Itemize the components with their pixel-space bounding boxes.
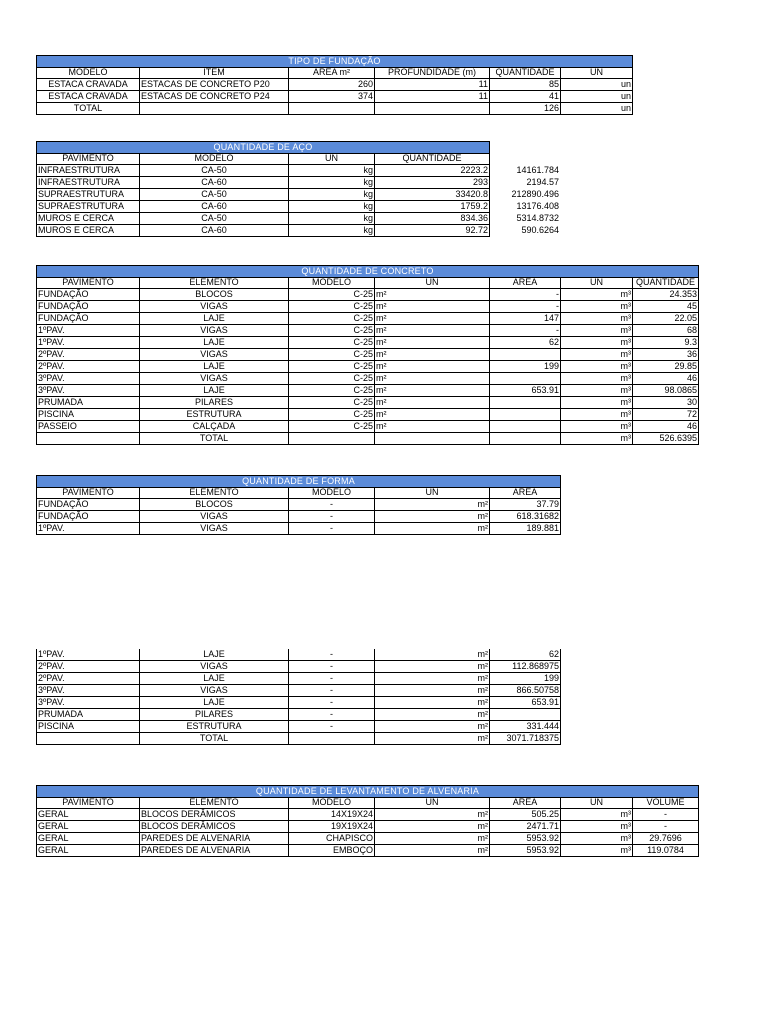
concreto-cell: m² (375, 373, 490, 385)
forma_cont-cell: m² (375, 733, 490, 745)
forma_cont-cell: m² (375, 649, 490, 661)
concreto-cell: 22.05 (633, 313, 699, 325)
concreto-header-4: ÁREA (490, 277, 561, 289)
concreto-cell: LAJE (140, 313, 289, 325)
forma_cont-cell: - (289, 721, 375, 733)
concreto-cell: m² (375, 337, 490, 349)
forma_cont-cell: 62 (490, 649, 561, 661)
forma_cont-cell: 3ºPAV. (36, 697, 140, 709)
forma_cont-cell: LAJE (140, 697, 289, 709)
forma_cont-cell: 199 (490, 673, 561, 685)
alvenaria-cell: - (633, 821, 699, 833)
concreto-cell: m² (375, 421, 490, 433)
forma_cont-cell (36, 733, 140, 745)
alvenaria-cell: GERAL (36, 821, 140, 833)
forma_cont-cell: 2ºPAV. (36, 661, 140, 673)
concreto-cell: PASSEIO (36, 421, 140, 433)
concreto-cell: 3ºPAV. (36, 385, 140, 397)
concreto-header-3: UN (375, 277, 490, 289)
concreto-cell: LAJE (140, 361, 289, 373)
concreto-cell: 62 (490, 337, 561, 349)
concreto-cell (490, 349, 561, 361)
concreto-cell: 526.6395 (633, 433, 699, 445)
concreto-cell: - (490, 289, 561, 301)
concreto-cell: 36 (633, 349, 699, 361)
alvenaria-header-5: UN (561, 797, 633, 809)
concreto-cell: m³ (561, 313, 633, 325)
alvenaria-cell: 119.0784 (633, 845, 699, 857)
forma-cell: - (289, 523, 375, 535)
alvenaria-cell: m² (375, 809, 490, 821)
concreto-cell: VIGAS (140, 301, 289, 313)
aco-extra-value: 5314.8732 (516, 213, 559, 223)
concreto-cell: 3ºPAV. (36, 373, 140, 385)
concreto-cell: 199 (490, 361, 561, 373)
aco-cell: 2223.2 (375, 165, 490, 177)
forma_cont-cell: LAJE (140, 673, 289, 685)
concreto-cell: m² (375, 289, 490, 301)
concreto-cell (490, 397, 561, 409)
alvenaria-cell: 19X19X24 (289, 821, 375, 833)
concreto-cell (490, 421, 561, 433)
aco-extra-value: 590.6264 (521, 225, 559, 235)
aco-header-1: MODELO (140, 153, 289, 165)
fundacao-cell: 126 (490, 103, 561, 115)
forma_cont-cell: 112.868975 (490, 661, 561, 673)
fundacao-header-1: ITEM (140, 67, 289, 79)
aco-extra-value: 2194.57 (526, 177, 559, 187)
alvenaria-cell: 14X19X24 (289, 809, 375, 821)
concreto-cell: FUNDAÇÃO (36, 301, 140, 313)
aco-header-2: UN (289, 153, 375, 165)
concreto-cell: TOTAL (140, 433, 289, 445)
aco-cell: INFRAESTRUTURA (36, 165, 140, 177)
fundacao-cell: un (561, 103, 633, 115)
concreto-cell: m³ (561, 409, 633, 421)
fundacao-header-0: MODELO (36, 67, 140, 79)
alvenaria-cell: m³ (561, 845, 633, 857)
forma_cont-cell: 2ºPAV. (36, 673, 140, 685)
alvenaria-cell: m³ (561, 821, 633, 833)
concreto-header-5: UN (561, 277, 633, 289)
concreto-header-2: MODELO (289, 277, 375, 289)
concreto-cell: C-25 (289, 337, 375, 349)
concreto-cell: C-25 (289, 349, 375, 361)
forma_cont-cell: LAJE (140, 649, 289, 661)
forma-cell: m² (375, 499, 490, 511)
forma_cont-cell: 3071.718375 (490, 733, 561, 745)
aco-cell: CA-50 (140, 165, 289, 177)
concreto-cell: m² (375, 409, 490, 421)
fundacao-cell: un (561, 91, 633, 103)
concreto-cell: m³ (561, 361, 633, 373)
aco-cell: INFRAESTRUTURA (36, 177, 140, 189)
concreto-cell: m³ (561, 337, 633, 349)
alvenaria-cell: BLOCOS DERÂMICOS (140, 809, 289, 821)
forma_cont-cell (289, 733, 375, 745)
forma_cont-cell (490, 709, 561, 721)
fundacao-cell: 85 (490, 79, 561, 91)
concreto-cell: 24.353 (633, 289, 699, 301)
fundacao-cell: ESTACAS DE CONCRETO P24 (140, 91, 289, 103)
forma-cell: 37.79 (490, 499, 561, 511)
concreto-cell: m³ (561, 373, 633, 385)
concreto-title: QUANTIDADE DE CONCRETO (36, 265, 699, 278)
concreto-cell: BLOCOS (140, 289, 289, 301)
concreto-cell: m² (375, 361, 490, 373)
concreto-cell: m³ (561, 433, 633, 445)
aco-cell: 33420.8 (375, 189, 490, 201)
concreto-cell (36, 433, 140, 445)
forma-cell: 1ºPAV. (36, 523, 140, 535)
concreto-cell: 2ºPAV. (36, 361, 140, 373)
alvenaria-cell: 505.25 (490, 809, 561, 821)
concreto-cell (289, 433, 375, 445)
fundacao-cell: ESTACA CRAVADA (36, 91, 140, 103)
forma_cont-cell: m² (375, 697, 490, 709)
forma-cell: FUNDAÇÃO (36, 511, 140, 523)
concreto-cell: 147 (490, 313, 561, 325)
concreto-cell: m³ (561, 421, 633, 433)
fundacao-cell: 41 (490, 91, 561, 103)
concreto-cell: C-25 (289, 325, 375, 337)
concreto-cell: m³ (561, 397, 633, 409)
concreto-cell: CALÇADA (140, 421, 289, 433)
concreto-cell: PISCINA (36, 409, 140, 421)
concreto-cell (490, 373, 561, 385)
alvenaria-cell: PAREDES DE ALVENARIA (140, 845, 289, 857)
alvenaria-cell: 5953.92 (490, 833, 561, 845)
alvenaria-cell: GERAL (36, 833, 140, 845)
alvenaria-header-0: PAVIMENTO (36, 797, 140, 809)
concreto-cell: C-25 (289, 289, 375, 301)
concreto-cell: C-25 (289, 421, 375, 433)
concreto-cell: m² (375, 385, 490, 397)
concreto-cell: VIGAS (140, 325, 289, 337)
aco-title: QUANTIDADE DE AÇO (36, 141, 490, 154)
concreto-cell: m² (375, 325, 490, 337)
forma-title: QUANTIDADE DE FORMA (36, 475, 561, 488)
concreto-cell: m³ (561, 301, 633, 313)
forma-cell: - (289, 511, 375, 523)
forma-cell: 618.31682 (490, 511, 561, 523)
forma-cell: - (289, 499, 375, 511)
concreto-cell: 46 (633, 421, 699, 433)
concreto-cell: 1ºPAV. (36, 325, 140, 337)
concreto-cell: C-25 (289, 409, 375, 421)
concreto-cell: - (490, 301, 561, 313)
forma_cont-cell: PISCINA (36, 721, 140, 733)
alvenaria-header-2: MODELO (289, 797, 375, 809)
fundacao-header-2: ÁREA m² (289, 67, 375, 79)
forma-cell: VIGAS (140, 523, 289, 535)
concreto-cell: 2ºPAV. (36, 349, 140, 361)
fundacao-title: TIPO DE FUNDAÇÃO (36, 55, 633, 68)
concreto-cell (490, 409, 561, 421)
concreto-cell: LAJE (140, 337, 289, 349)
fundacao-header-4: QUANTIDADE (490, 67, 561, 79)
fundacao-header-3: PROFUNDIDADE (m) (375, 67, 490, 79)
alvenaria-header-1: ELEMENTO (140, 797, 289, 809)
forma_cont-cell: ESTRUTURA (140, 721, 289, 733)
concreto-cell: C-25 (289, 361, 375, 373)
concreto-cell: FUNDAÇÃO (36, 313, 140, 325)
forma-cell: m² (375, 523, 490, 535)
concreto-cell: VIGAS (140, 373, 289, 385)
forma_cont-cell: m² (375, 685, 490, 697)
fundacao-cell: 11 (375, 79, 490, 91)
alvenaria-cell: GERAL (36, 809, 140, 821)
fundacao-header-5: UN (561, 67, 633, 79)
forma_cont-cell: PILARES (140, 709, 289, 721)
aco-cell: 92.72 (375, 225, 490, 237)
forma_cont-cell: - (289, 709, 375, 721)
fundacao-cell: ESTACA CRAVADA (36, 79, 140, 91)
alvenaria-header-4: ÁREA (490, 797, 561, 809)
aco-cell: SUPRAESTRUTURA (36, 201, 140, 213)
alvenaria-cell: - (633, 809, 699, 821)
concreto-cell: - (490, 325, 561, 337)
forma-header-0: PAVIMENTO (36, 487, 140, 499)
forma-cell: 189.881 (490, 523, 561, 535)
alvenaria-cell: EMBOÇO (289, 845, 375, 857)
forma-header-4: ÁREA (490, 487, 561, 499)
concreto-cell: m³ (561, 289, 633, 301)
fundacao-cell (140, 103, 289, 115)
forma-header-2: MODELO (289, 487, 375, 499)
alvenaria-cell: 29.7696 (633, 833, 699, 845)
concreto-cell: 30 (633, 397, 699, 409)
alvenaria-cell: m² (375, 821, 490, 833)
fundacao-cell: ESTACAS DE CONCRETO P20 (140, 79, 289, 91)
aco-cell: CA-50 (140, 189, 289, 201)
forma_cont-cell: 331.444 (490, 721, 561, 733)
forma-header-1: ELEMENTO (140, 487, 289, 499)
concreto-cell: C-25 (289, 397, 375, 409)
concreto-cell: C-25 (289, 313, 375, 325)
concreto-cell (375, 433, 490, 445)
concreto-cell: 46 (633, 373, 699, 385)
forma-cell: FUNDAÇÃO (36, 499, 140, 511)
forma_cont-cell: TOTAL (140, 733, 289, 745)
aco-cell: kg (289, 201, 375, 213)
forma_cont-cell: - (289, 661, 375, 673)
concreto-cell: m² (375, 301, 490, 313)
concreto-header-0: PAVIMENTO (36, 277, 140, 289)
fundacao-cell: 374 (289, 91, 375, 103)
forma-cell: m² (375, 511, 490, 523)
forma_cont-cell: - (289, 697, 375, 709)
forma_cont-cell: PRUMADA (36, 709, 140, 721)
forma_cont-cell: - (289, 649, 375, 661)
alvenaria-cell: 2471.71 (490, 821, 561, 833)
concreto-cell: 9.3 (633, 337, 699, 349)
fundacao-cell: un (561, 79, 633, 91)
concreto-cell: C-25 (289, 301, 375, 313)
aco-cell: kg (289, 225, 375, 237)
forma_cont-cell: - (289, 673, 375, 685)
forma_cont-cell: 1ºPAV. (36, 649, 140, 661)
aco-header-0: PAVIMENTO (36, 153, 140, 165)
forma_cont-cell: - (289, 685, 375, 697)
concreto-cell: C-25 (289, 373, 375, 385)
forma_cont-cell: VIGAS (140, 685, 289, 697)
concreto-cell: 29.85 (633, 361, 699, 373)
concreto-cell: 72 (633, 409, 699, 421)
aco-cell: CA-60 (140, 177, 289, 189)
alvenaria-cell: GERAL (36, 845, 140, 857)
alvenaria-cell: m³ (561, 833, 633, 845)
forma-cell: BLOCOS (140, 499, 289, 511)
concreto-cell: C-25 (289, 385, 375, 397)
forma_cont-cell: m² (375, 721, 490, 733)
aco-header-3: QUANTIDADE (375, 153, 490, 165)
alvenaria-title: QUANTIDADE DE LEVANTAMENTO DE ALVENARIA (36, 785, 699, 798)
aco-cell: kg (289, 165, 375, 177)
forma-cell: VIGAS (140, 511, 289, 523)
fundacao-cell: TOTAL (36, 103, 140, 115)
aco-cell: 834.36 (375, 213, 490, 225)
concreto-cell: m³ (561, 325, 633, 337)
forma_cont-cell: 866.50758 (490, 685, 561, 697)
concreto-cell: LAJE (140, 385, 289, 397)
concreto-cell: 45 (633, 301, 699, 313)
alvenaria-header-3: UN (375, 797, 490, 809)
aco-cell: CA-50 (140, 213, 289, 225)
aco-cell: CA-60 (140, 201, 289, 213)
alvenaria-cell: m² (375, 845, 490, 857)
concreto-cell: m² (375, 349, 490, 361)
aco-cell: CA-60 (140, 225, 289, 237)
concreto-cell: 653.91 (490, 385, 561, 397)
fundacao-cell (375, 103, 490, 115)
concreto-cell: m³ (561, 349, 633, 361)
concreto-cell: 68 (633, 325, 699, 337)
concreto-cell: m² (375, 397, 490, 409)
aco-cell: kg (289, 189, 375, 201)
alvenaria-header-6: VOLUME (633, 797, 699, 809)
alvenaria-cell: PAREDES DE ALVENARIA (140, 833, 289, 845)
aco-cell: 1759.2 (375, 201, 490, 213)
concreto-cell: 1ºPAV. (36, 337, 140, 349)
alvenaria-cell: BLOCOS DERÂMICOS (140, 821, 289, 833)
aco-cell: MUROS E CERCA (36, 225, 140, 237)
alvenaria-cell: CHAPISCO (289, 833, 375, 845)
aco-cell: kg (289, 177, 375, 189)
forma_cont-cell: VIGAS (140, 661, 289, 673)
concreto-header-1: ELEMENTO (140, 277, 289, 289)
forma_cont-cell: 3ºPAV. (36, 685, 140, 697)
fundacao-cell (289, 103, 375, 115)
concreto-cell: ESTRUTURA (140, 409, 289, 421)
concreto-cell: 98.0865 (633, 385, 699, 397)
aco-cell: 293 (375, 177, 490, 189)
forma_cont-cell: m² (375, 661, 490, 673)
concreto-cell: VIGAS (140, 349, 289, 361)
aco-extra-value: 14161.784 (516, 165, 559, 175)
concreto-cell (490, 433, 561, 445)
fundacao-cell: 260 (289, 79, 375, 91)
alvenaria-cell: 5953.92 (490, 845, 561, 857)
forma-header-3: UN (375, 487, 490, 499)
concreto-cell: FUNDAÇÃO (36, 289, 140, 301)
alvenaria-cell: m³ (561, 809, 633, 821)
concreto-cell: PILARES (140, 397, 289, 409)
forma_cont-cell: m² (375, 709, 490, 721)
concreto-header-6: QUANTIDADE (633, 277, 699, 289)
concreto-cell: m² (375, 313, 490, 325)
aco-cell: SUPRAESTRUTURA (36, 189, 140, 201)
aco-cell: kg (289, 213, 375, 225)
alvenaria-cell: m² (375, 833, 490, 845)
aco-cell: MUROS E CERCA (36, 213, 140, 225)
aco-extra-value: 13176.408 (516, 201, 559, 211)
aco-extra-value: 212890.496 (511, 189, 559, 199)
forma_cont-cell: m² (375, 673, 490, 685)
concreto-cell: PRUMADA (36, 397, 140, 409)
fundacao-cell: 11 (375, 91, 490, 103)
concreto-cell: m³ (561, 385, 633, 397)
forma_cont-cell: 653.91 (490, 697, 561, 709)
